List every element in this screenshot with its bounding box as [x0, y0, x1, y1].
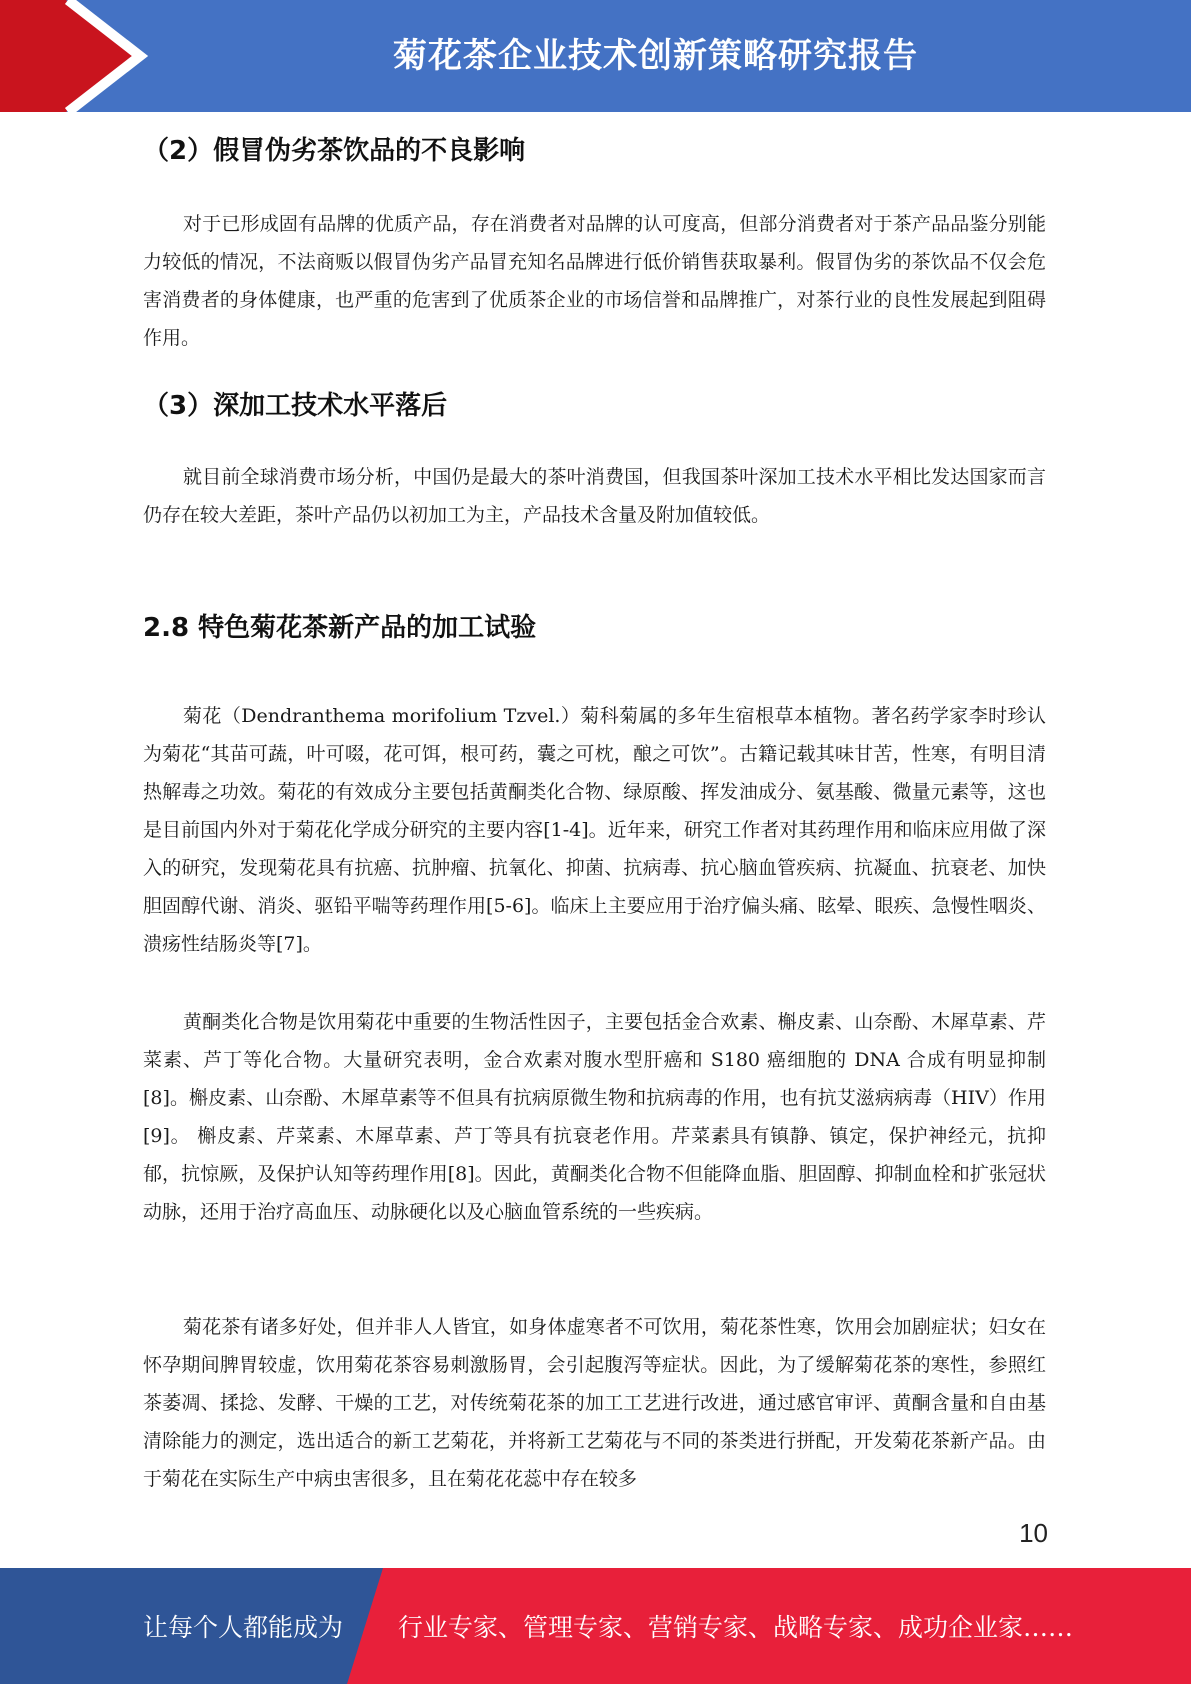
subsection-2-heading: （2）假冒伪劣茶饮品的不良影响 — [143, 136, 526, 166]
subsection-3-paragraph: 就目前全球消费市场分析，中国仍是最大的茶叶消费国，但我国茶叶深加工技术水平相比发达国家而言仍存在较大差距，茶叶产品仍以初加工为主，产品技术含量及附加值较低。 — [143, 466, 1046, 526]
footer-slogan-left: 让每个人都能成为 — [143, 1613, 344, 1642]
footer-banner — [0, 1568, 1191, 1684]
subsection-3-heading: （3）深加工技术水平落后 — [143, 391, 448, 421]
section-2-8-paragraph-1: 菊花（Dendranthema morifolium Tzvel.）菊科菊属的多年生宿根草本植物。著名药学家李时珍认为菊花“其苗可蔬，叶可啜，花可饵，根可药，囊之可枕，酿之可饮”。古籍记载其味甘苦，性寒，有明目清热解毒之功效。菊花的有效成分主要包括黄酮类化合物、绿原酸、挥发油成分、氨基酸、微量元素等，这也是目前国内外对于菊花化学成分研究的主要内容[1-4]。近年来，研究工作者对其药理作用和临床应用做了深入的研究，发现菊花具有抗癌、抗肿瘤、抗氧化、抑菌、抗病毒、抗心脑血管疾病、抗凝血、抗衰老、加快胆固醇代谢、消炎、驱铅平喘等药理作用[5-6]。临床上主要应用于治疗偏头痛、眩晕、眼疾、急慢性咽炎、溃疡性结肠炎等[7]。 — [143, 705, 1046, 955]
footer-slogan-right: 行业专家、管理专家、营销专家、战略专家、成功企业家…… — [398, 1613, 1074, 1642]
subsection-2-paragraph: 对于已形成固有品牌的优质产品，存在消费者对品牌的认可度高，但部分消费者对于茶产品品鉴分别能力较低的情况，不法商贩以假冒伪劣产品冒充知名品牌进行低价销售获取暴利。假冒伪劣的茶饮品不仅会危害消费者的身体健康，也严重的危害到了优质茶企业的市场信誉和品牌推广，对茶行业的良性发展起到阻碍作用。 — [143, 213, 1046, 349]
section-2-8-heading: 2.8 特色菊花茶新产品的加工试验 — [143, 613, 537, 643]
section-2-8-paragraph-2: 黄酮类化合物是饮用菊花中重要的生物活性因子，主要包括金合欢素、槲皮素、山奈酚、木犀草素、芹菜素、芦丁等化合物。大量研究表明，金合欢素对腹水型肝癌和 S180 癌细胞的 DNA 合成有明显抑制[8]。槲皮素、山奈酚、木犀草素等不但具有抗病原微生物和抗病毒的作用，也有抗艾滋病病毒（HIV）作用[9]。 槲皮素、芹菜素、木犀草素、芦丁等具有抗衰老作用。芹菜素具有镇静、镇定，保护神经元，抗抑郁，抗惊厥，及保护认知等药理作用[8]。因此，黄酮类化合物不但能降血脂、胆固醇、抑制血栓和扩张冠状动脉，还用于治疗高血压、动脉硬化以及心脑血管系统的一些疾病。 — [143, 1011, 1046, 1223]
report-title: 菊花茶企业技术创新策略研究报告 — [393, 35, 918, 76]
section-2-8-paragraph-3: 菊花茶有诸多好处，但并非人人皆宜，如身体虚寒者不可饮用，菊花茶性寒，饮用会加剧症状；妇女在怀孕期间脾胃较虚，饮用菊花茶容易刺激肠胃，会引起腹泻等症状。因此，为了缓解菊花茶的寒性，参照红茶萎凋、揉捻、发酵、干燥的工艺，对传统菊花茶的加工工艺进行改进，通过感官审评、黄酮含量和自由基清除能力的测定，选出适合的新工艺菊花，并将新工艺菊花与不同的茶类进行拼配，开发菊花茶新产品。由于菊花在实际生产中病虫害很多，且在菊花花蕊中存在较多 — [143, 1316, 1046, 1490]
header-banner — [0, 0, 1191, 112]
page-number: 10 — [1019, 1518, 1048, 1548]
